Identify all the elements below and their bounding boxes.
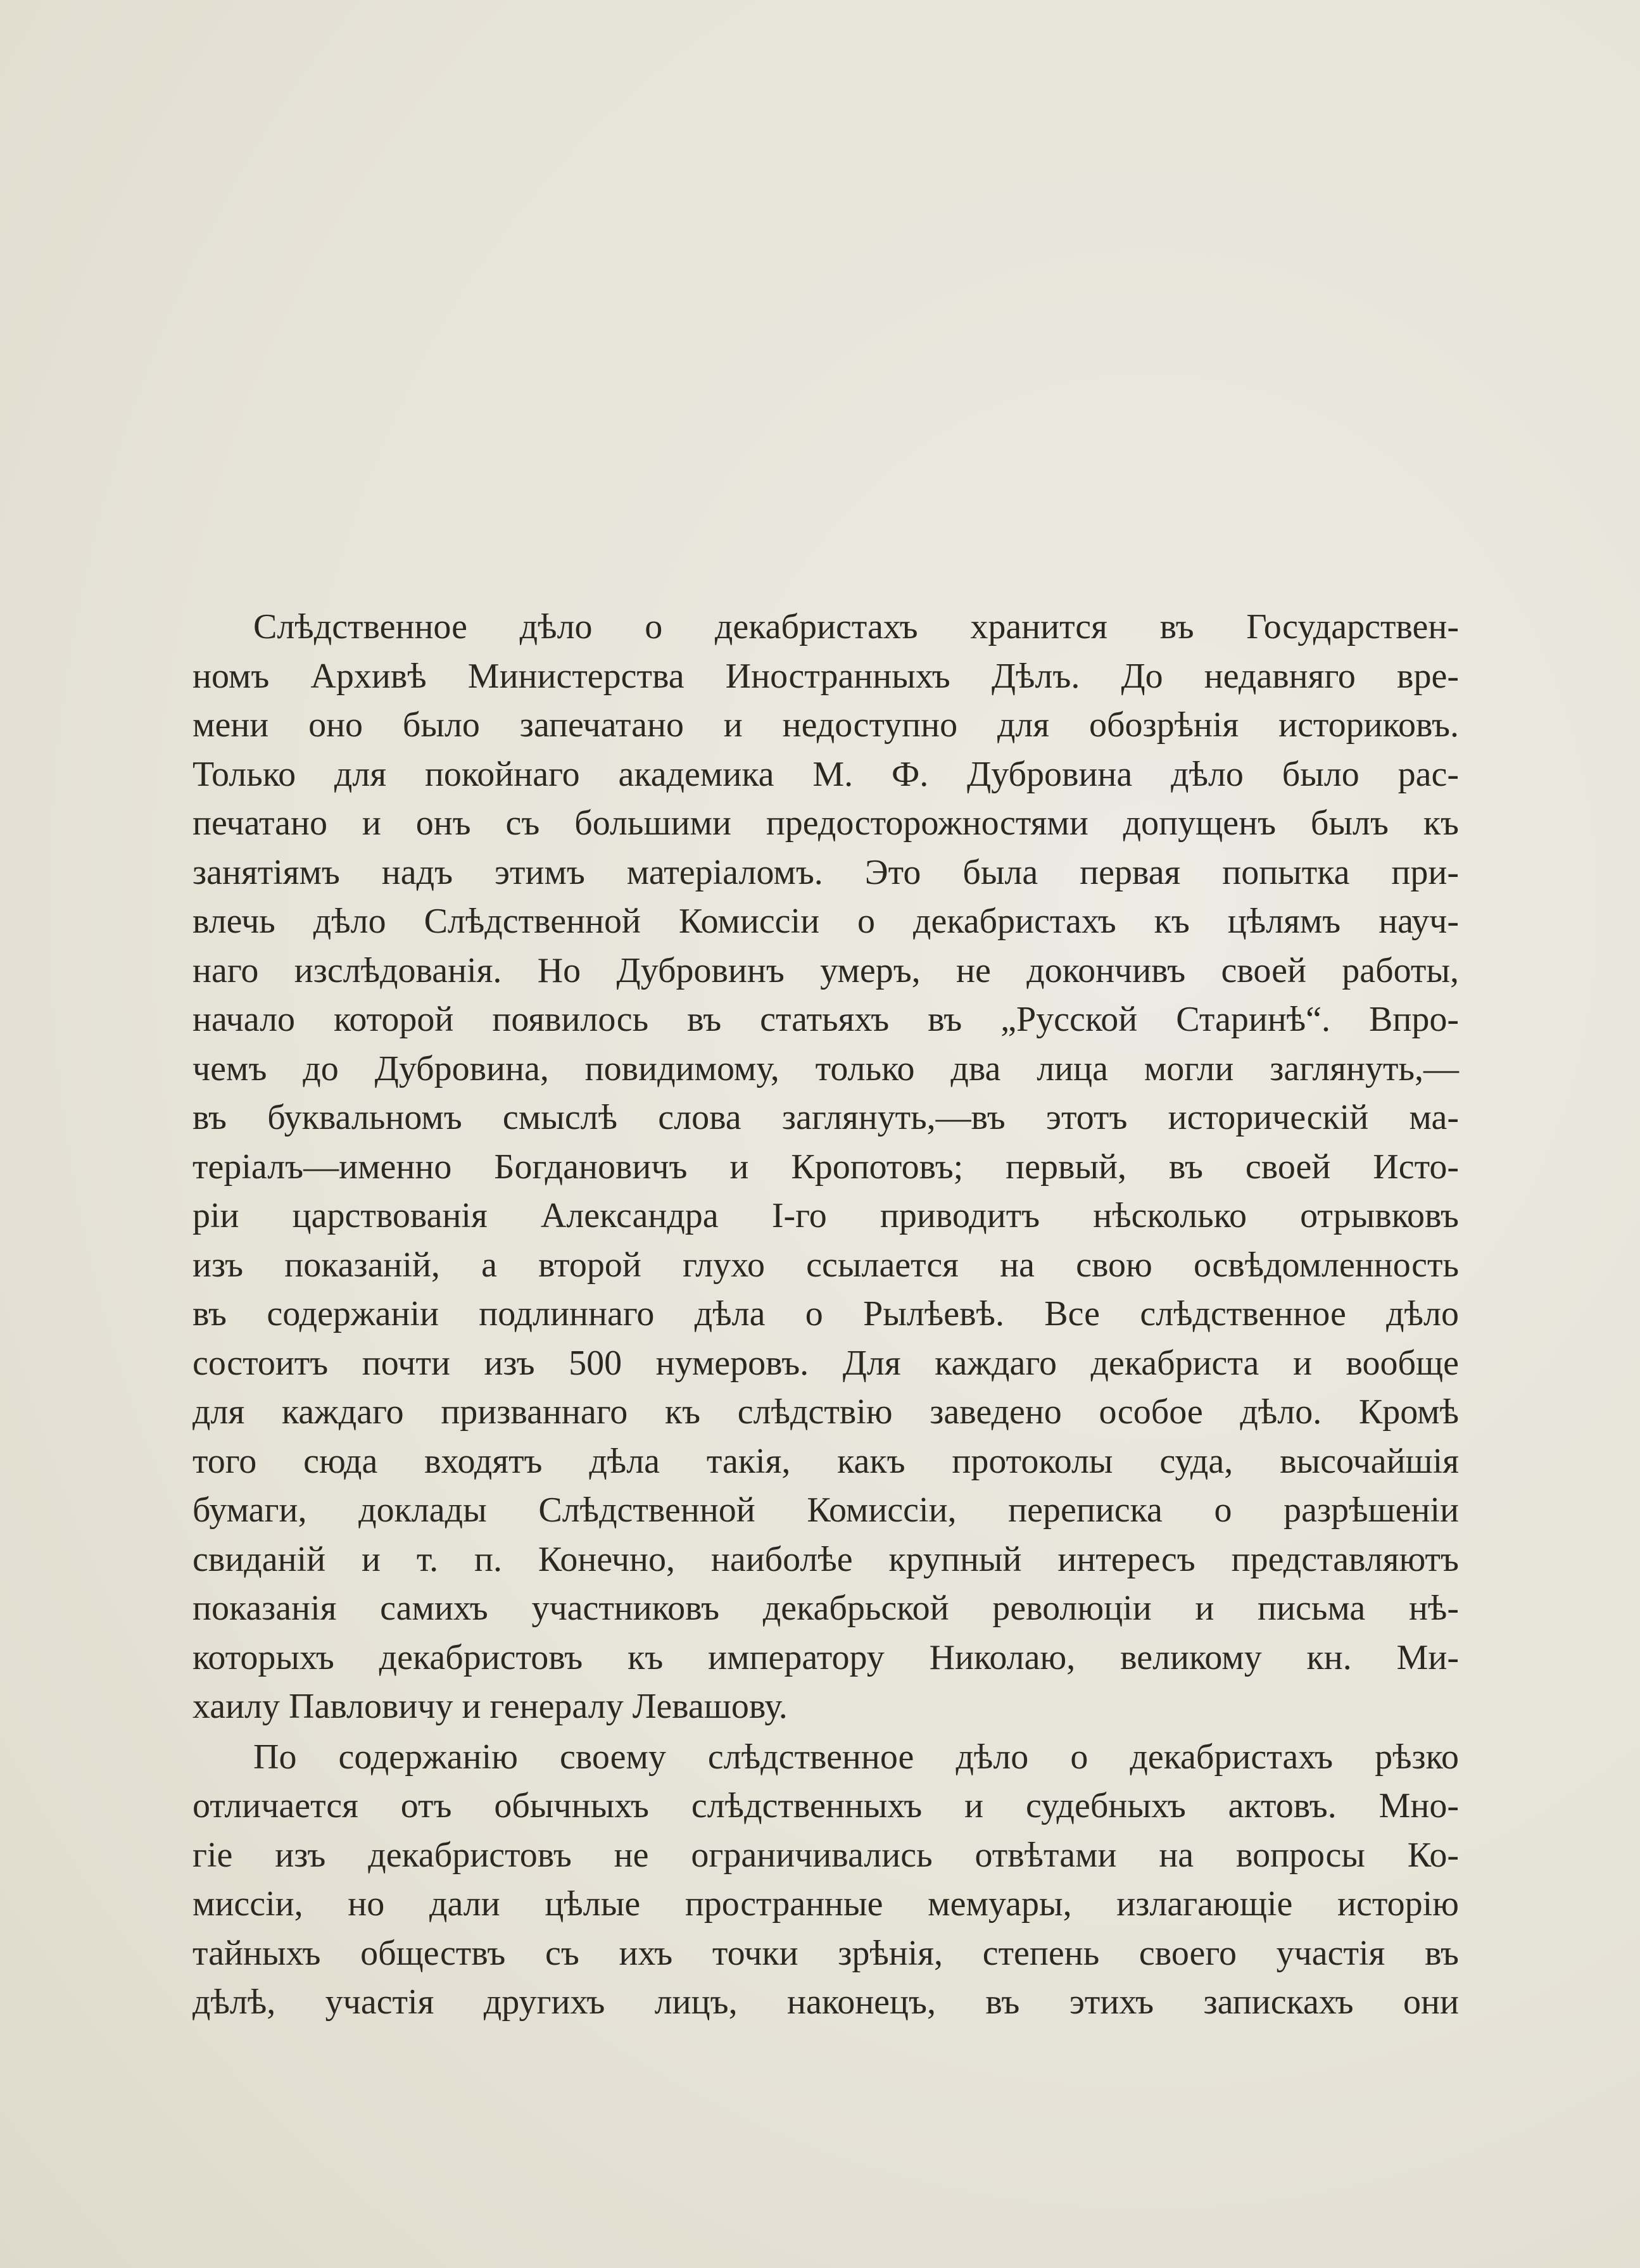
paragraph-2 <box>192 1733 1459 2027</box>
text-line: бумаги, доклады Слѣдственной Комиссіи, переписка о разрѣшеніи <box>192 1490 1459 1530</box>
text-line: наго изслѣдованія. Но Дубровинъ умеръ, не докончивъ своей работы, <box>192 950 1459 990</box>
paragraph-1 <box>192 603 1459 1732</box>
text-line: занятіямъ надъ этимъ матеріаломъ. Это была первая попытка при- <box>192 852 1459 892</box>
text-line: начало которой появилось въ статьяхъ въ „Русской Старинѣ“. Впро- <box>192 1000 1459 1039</box>
text-line: По содержанію своему слѣдственное дѣло о декабристахъ рѣзко <box>253 1737 1459 1777</box>
text-line: которыхъ декабристовъ къ императору Николаю, великому кн. Ми- <box>192 1637 1459 1677</box>
text-line: дѣлѣ, участія другихъ лицъ, наконецъ, въ этихъ запискахъ они <box>192 1982 1459 2022</box>
text-line: ріи царствованія Александра I-го приводитъ нѣсколько отрывковъ <box>192 1196 1459 1235</box>
text-line: въ буквальномъ смыслѣ слова заглянуть,—въ этотъ историческій ма- <box>192 1098 1459 1137</box>
text-line: того сюда входятъ дѣла такія, какъ протоколы суда, высочайшія <box>192 1441 1459 1481</box>
text-line: мени оно было запечатано и недоступно для обозрѣнія историковъ. <box>192 705 1459 745</box>
text-line: печатано и онъ съ большими предосторожностями допущенъ былъ къ <box>192 803 1459 843</box>
text-line: тайныхъ обществъ съ ихъ точки зрѣнія, степень своего участія въ <box>192 1933 1459 1973</box>
text-line: отличается отъ обычныхъ слѣдственныхъ и судебныхъ актовъ. Мно- <box>192 1786 1459 1825</box>
text-line: въ содержаніи подлиннаго дѣла о Рылѣевѣ. Все слѣдственное дѣло <box>192 1294 1459 1333</box>
text-line: свиданій и т. п. Конечно, наиболѣе крупный интересъ представляютъ <box>192 1539 1459 1579</box>
text-line: гіе изъ декабристовъ не ограничивались отвѣтами на вопросы Ко- <box>192 1835 1459 1875</box>
text-line: изъ показаній, а второй глухо ссылается на свою освѣдомленность <box>192 1245 1459 1285</box>
document-body <box>192 603 1459 2027</box>
text-line: для каждаго призваннаго къ слѣдствію заведено особое дѣло. Кромѣ <box>192 1392 1459 1432</box>
text-line: Только для покойнаго академика М. Ф. Дубровина дѣло было рас- <box>192 754 1459 794</box>
text-line: теріалъ—именно Богдановичъ и Кропотовъ; первый, въ своей Исто- <box>192 1147 1459 1187</box>
text-line: миссіи, но дали цѣлые пространные мемуары, излагающіе исторію <box>192 1884 1459 1924</box>
text-line: хаилу Павловичу и генералу Левашову. <box>192 1687 788 1726</box>
text-line: влечь дѣло Слѣдственной Комиссіи о декабристахъ къ цѣлямъ науч- <box>192 902 1459 941</box>
text-line: состоитъ почти изъ 500 нумеровъ. Для каждаго декабриста и вообще <box>192 1343 1459 1383</box>
text-line: чемъ до Дубровина, повидимому, только два лица могли заглянуть,— <box>192 1049 1459 1088</box>
text-line: Слѣдственное дѣло о декабристахъ хранится въ Государствен- <box>253 607 1459 646</box>
text-line: показанія самихъ участниковъ декабрьской революціи и письма нѣ- <box>192 1589 1459 1628</box>
text-line: номъ Архивѣ Министерства Иностранныхъ Дѣлъ. До недавняго вре- <box>192 656 1459 696</box>
